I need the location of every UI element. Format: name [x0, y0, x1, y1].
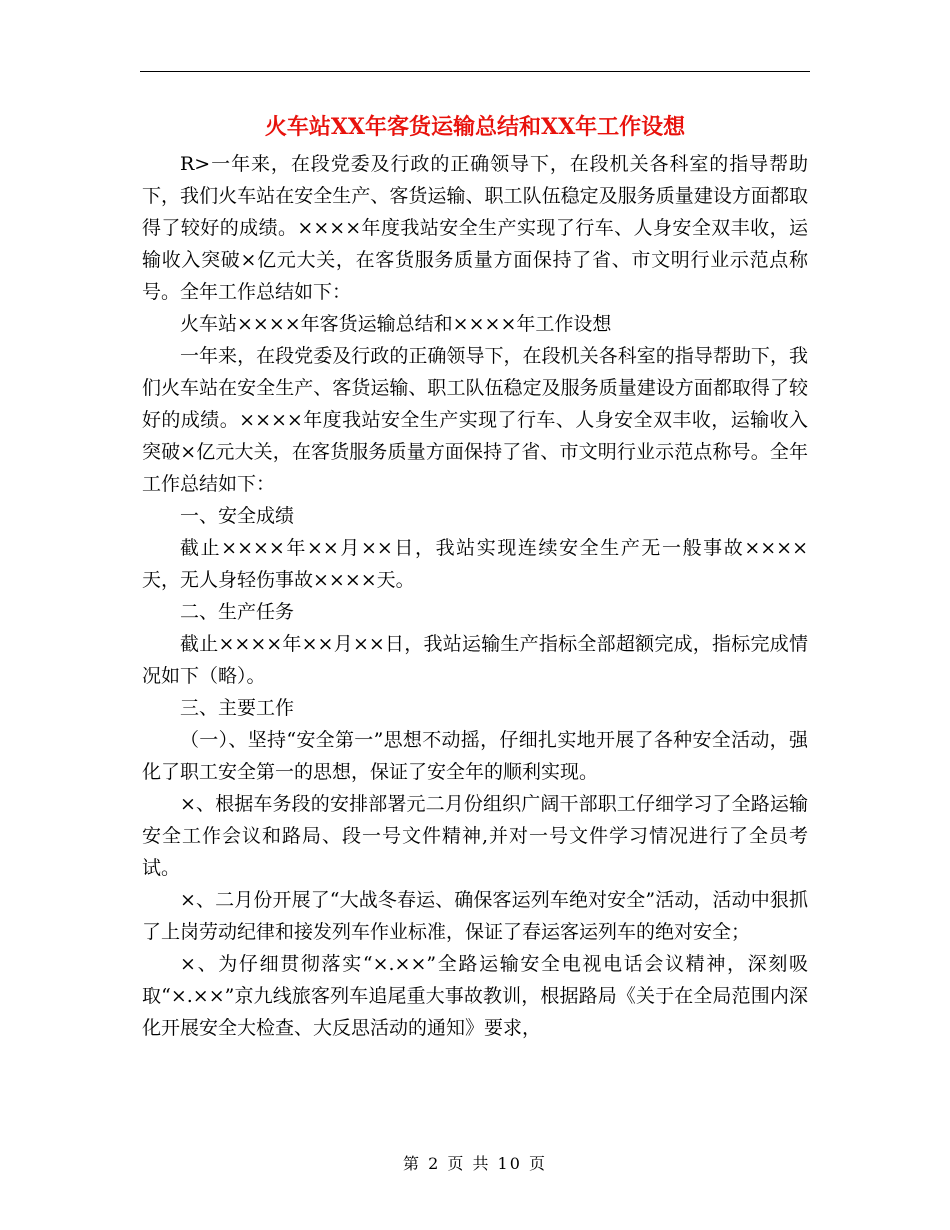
heading-main-work: 三、主要工作 — [180, 697, 295, 719]
paragraph-safety-first: （一）、坚持“安全第一”思想不动摇，仔细扎实地开展了各种安全活动，强化了职工安全第一的思想，保证了安全年的顺利实现。 — [142, 729, 808, 783]
paragraph-production-tasks: 截止××××年××月××日，我站运输生产指标全部超额完成，指标完成情况如下（略）。 — [142, 633, 808, 687]
document-body — [142, 148, 808, 1044]
heading-production-tasks: 二、生产任务 — [180, 601, 295, 623]
paragraph-spring-transport: ×、二月份开展了“大战冬春运、确保客运列车绝对安全”活动，活动中狠抓了上岗劳动纪律和接发列车作业标准，保证了春运客运列车的绝对安全； — [142, 889, 808, 943]
paragraph-study-meeting: ×、根据车务段的安排部署元二月份组织广阔干部职工仔细学习了全路运输安全工作会议和路局、段一号文件精神,并对一号文件学习情况进行了全员考试。 — [142, 793, 808, 879]
heading-safety-results: 一、安全成绩 — [180, 505, 295, 527]
document-title: 火车站XX年客货运输总结和XX年工作设想 — [264, 114, 686, 140]
paragraph-summary: 一年来，在段党委及行政的正确领导下，在段机关各科室的指导帮助下，我们火车站在安全生产、客货运输、职工队伍稳定及服务质量建设方面都取得了较好的成绩。××××年度我站安全生产实现了行车、人身安全双丰收，运输收入突破×亿元大关，在客货服务质量方面保持了省、市文明行业示范点称号。全年工作总结如下： — [142, 345, 808, 495]
header-rule — [140, 71, 810, 72]
paragraph-accident-lessons: ×、为仔细贯彻落实“×.××”全路运输安全电视电话会议精神，深刻吸取“×.××”京九线旅客列车追尾重大事故教训，根据路局《关于在全局范围内深化开展安全大检查、大反思活动的通知》要求， — [142, 953, 808, 1039]
paragraph-intro: R>一年来，在段党委及行政的正确领导下，在段机关各科室的指导帮助下，我们火车站在安全生产、客货运输、职工队伍稳定及服务质量建设方面都取得了较好的成绩。××××年度我站安全生产实现了行车、人身安全双丰收，运输收入突破×亿元大关，在客货服务质量方面保持了省、市文明行业示范点称号。全年工作总结如下： — [142, 153, 808, 303]
paragraph-subtitle: 火车站××××年客货运输总结和××××年工作设想 — [180, 313, 612, 335]
page-number-footer: 第 2 页 共 10 页 — [403, 1154, 547, 1173]
paragraph-safety-results: 截止××××年××月××日，我站实现连续安全生产无一般事故××××天，无人身轻伤事故××××天。 — [142, 537, 808, 591]
